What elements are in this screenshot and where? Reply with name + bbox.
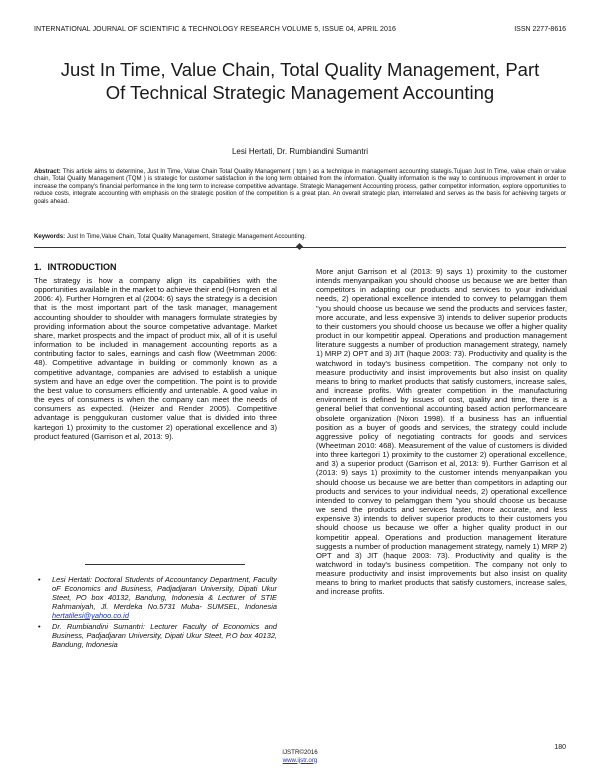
keywords-label: Keywords: xyxy=(34,233,66,240)
intro-paragraph-left: The strategy is how a company align its capabilities with the opportunities available in the market to achieve their end (Horngren et al 2006: 4). Further Horngren et al (2004: 6) says the strategy is a decision that is the most important part of the task manager, management accounting shoulder to shoulder with managers formulate strategies by providing information about the source competative advantage. Market share, market prospects and the impact of product mix, all of it is useful information to be included in management accounting reports as a contributing factor to sales, earnings and cash flow (Weetmman 2006: 48). Competitive advantage in building or commonly known as a competitive advantage, companies are advised to establish a unique system and have an edge over the competition. The point is to provide the best value to consumers efficiently and untenable. A good value in the eyes of consumers is when the company can meet the needs of consumers as expected. (Heizer and Render 2005). Competitive advantage is penggukuran customer value that is divided into three kartegori 1) proximity to the customer 2) operational excellence and 3) product featured (Garrison et al, 2013: 9). xyxy=(34,276,277,441)
footnote-rule xyxy=(85,564,245,565)
footnote-1-text: Lesi Hertati: Doctoral Students of Accountancy Department, Faculty oF Economics and Business, Padjadjaran University, Dipati Ukur Steet, PO box 40132, Bandung, Indonesia & Lecturer of STIE Rahmaniyah, Jl. Merdeka No.5731 Muba- SUMSEL, Indonesia xyxy=(52,575,277,611)
bullet-icon: • xyxy=(38,575,41,584)
journal-name: INTERNATIONAL JOURNAL OF SCIENTIFIC & TECHNOLOGY RESEARCH VOLUME 5, ISSUE 04, APRIL 2016 xyxy=(34,26,397,33)
footnote-author-1 xyxy=(34,575,277,620)
section-heading xyxy=(34,262,277,273)
right-column xyxy=(316,267,567,597)
keywords xyxy=(34,233,566,240)
footer-url-link[interactable]: www.ijstr.org xyxy=(282,756,318,764)
abstract xyxy=(34,168,566,205)
abstract-text: This article aims to determine, Just In Time, Value Chain Total Quality Management ( tqm ) as a technique in management accounting stategis.Tujuan Just In Time, value chain or value chain, Total Quality Management (TQM ) is strategic for customer satisfaction in the long term obtained from the information. Quality information is the way to continuous improvement in order to increase the company's financial performance in the long term to increase competitive advantage. Strategic Management Accounting process, gather competitor information, explore opportunities to reduce costs, integrate accounting with emphasis on the strategic position of the competition is a great plan. An overall strategic plan, interrelated and serves as the basis for achieving targets or goals ahead. xyxy=(34,168,566,205)
email-link[interactable]: hertatilesi@yahoo.co.id xyxy=(52,611,129,620)
section-title: INTRODUCTION xyxy=(47,262,117,272)
issn: ISSN 2277-8616 xyxy=(514,26,566,33)
bullet-icon: • xyxy=(38,622,41,631)
section-number: 1. xyxy=(34,262,42,272)
keywords-text: Just In Time,Value Chain, Total Quality Management, Strategic Management Accounting. xyxy=(65,233,307,240)
page-footer xyxy=(0,749,600,764)
section-separator xyxy=(34,244,566,250)
intro-paragraph-right: More anjut Garrison et al (2013: 9) says 1) proximity to the customer intends menyanpaikan you should choose us because we are better than competitors in adapting our products and services to your individual needs, 2) operational excellence intended to convey to pelamggan them "you should choose us because we send the products and services faster, more accurate, and less expensive 3) intends to deliver superior products to their customers you should choose us because we offer a higher quality product in our kompetitir appeal. Operations and production management literature suggests a number of production management strategy, namely 1) MRP 2) OPT and 3) JIT (haque 2003: 73). Productivity and quality is the watchword in today's business competition. The company not only to measure productivity and insist improvements but also insist on quality means to bring to market products that satisfy customers, increase sales, and increase profits. With greater competition in the manufacturing environment is defined by issues of cost, quality and time, there is a general belief that conventional accounting based action performanceare obsolete organization (Nixon 1998). If a business has an influential position as a buyer of goods and services, the strategy could include aggressive policy of negotiating contracts for goods and services (Wheetman 2010: 468). Measurement of the value of customers is divided into three kartegori 1) proximity to the customer 2) operational excellence, and 3) a superior product (Garrison et al, 2013: 9). Further Garrison et al (2013: 9) says 1) proximity to the customer intends menyanpaikan you should choose us because we are better than competitors in adapting our products and services to your individual needs, 2) operational excellence intended to convey to pelamggan them "you should choose us because we send the products and services faster, more accurate, and less expensive 3) intends to deliver superior products to their customers you should choose us because we offer a higher quality product in our kompetitir appeal. Operations and production management literature suggests a number of production management strategy, namely 1) MRP 2) OPT and 3) JIT (haque 2003: 73). Productivity and quality is the watchword in today's business competition. The company not only to measure productivity and insist improvements but also insist on quality means to bring to market products that satisfy customers, increase sales, and increase profits. xyxy=(316,267,567,597)
footer-code: IJSTR©2016 xyxy=(282,749,318,756)
footnote-author-2 xyxy=(34,622,277,649)
paper-title: Just In Time, Value Chain, Total Quality Management, Part Of Technical Strategic Management Accounting xyxy=(60,59,540,103)
running-header xyxy=(34,26,566,38)
page-number: 180 xyxy=(554,744,566,751)
footnotes xyxy=(34,575,277,651)
left-column xyxy=(34,262,277,441)
abstract-label: Abstract: xyxy=(34,168,61,175)
diamond-icon xyxy=(296,243,303,250)
footnote-2-text: Dr. Rumbiandini Sumantri: Lecturer Faculty of Economics and Business, Padjadjaran University, Dipati Ukur Steet, P.O box 40132, Bandung, Indonesia xyxy=(52,622,277,649)
authors: Lesi Hertati, Dr. Rumbiandini Sumantri xyxy=(231,147,369,156)
